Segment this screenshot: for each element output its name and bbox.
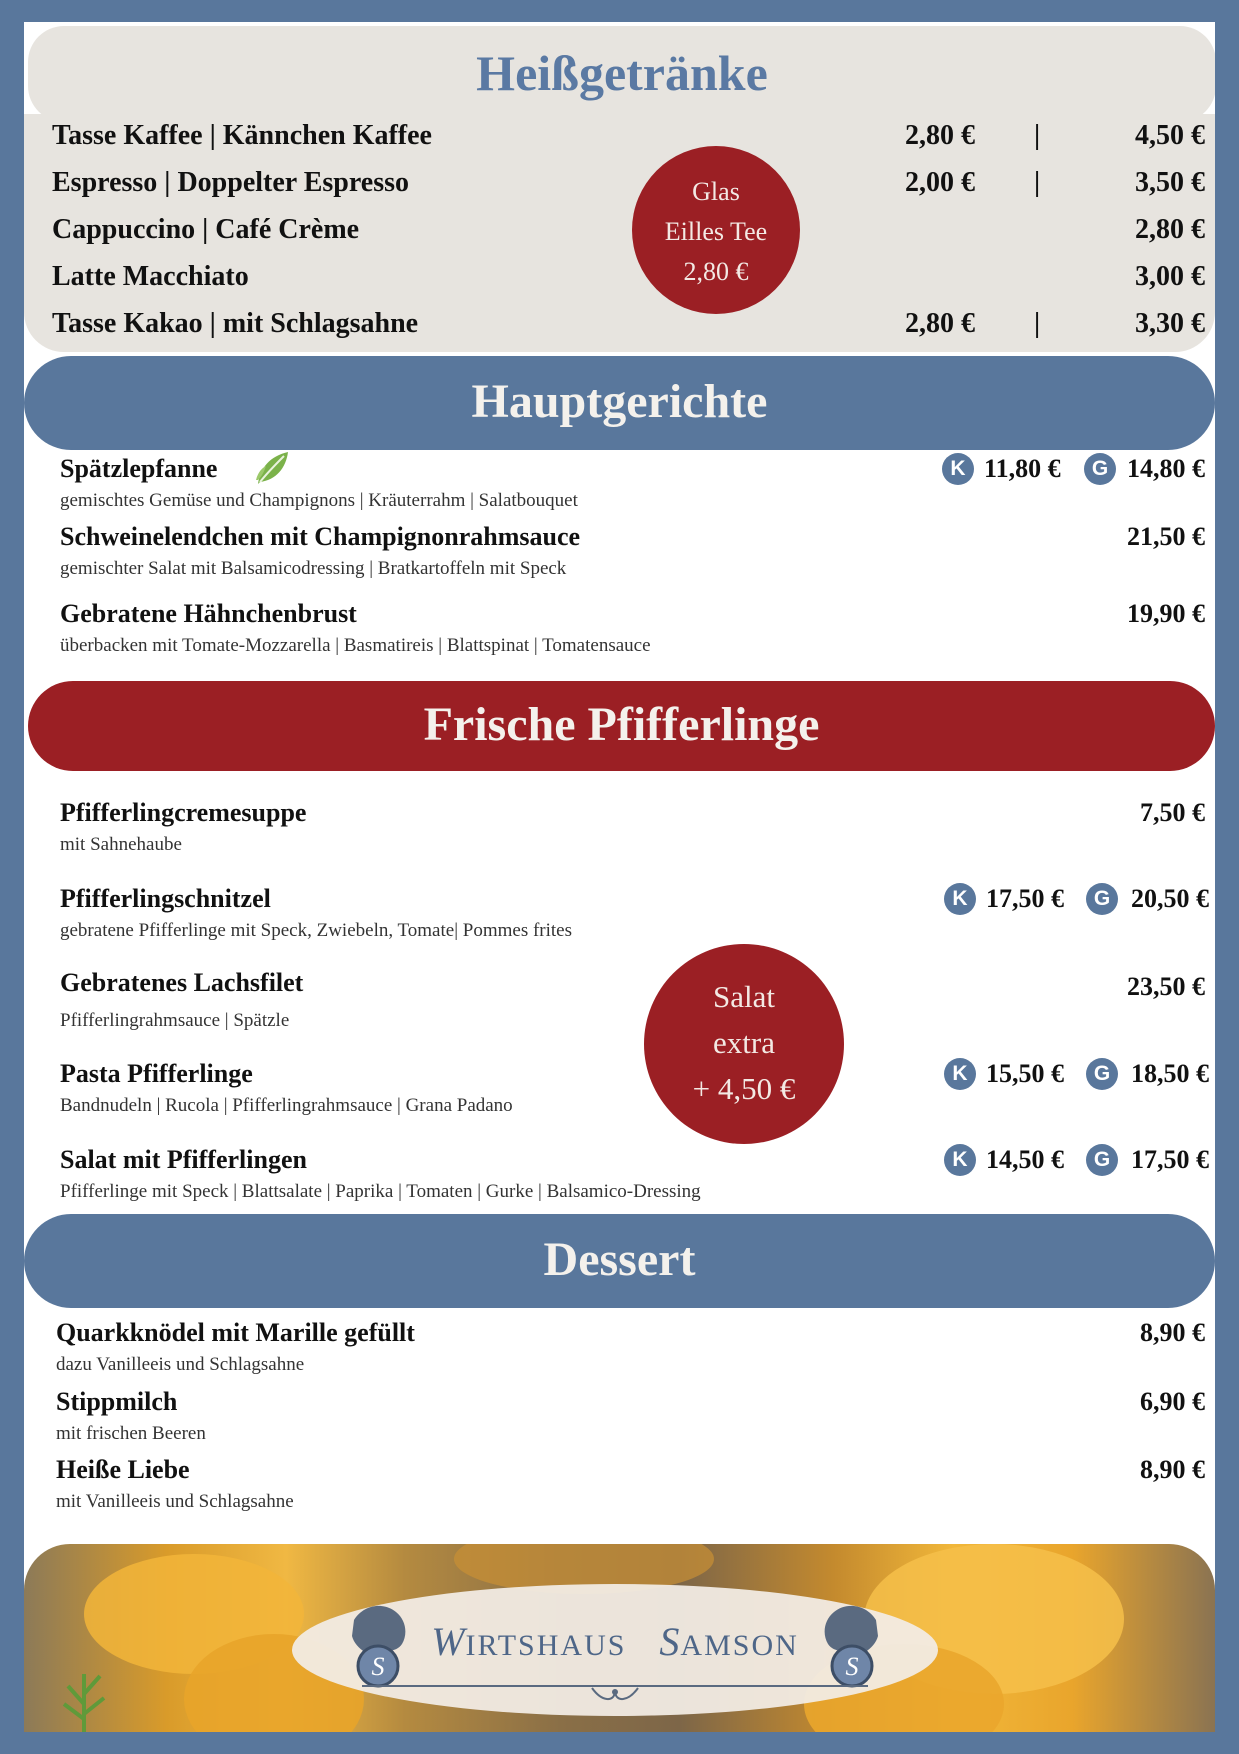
logo-word: IRTSHAUS — [465, 1629, 627, 1662]
size-g-badge: G — [1086, 1058, 1118, 1090]
item-price: 7,50 € — [1140, 798, 1205, 827]
ornament-divider-icon — [352, 1680, 878, 1704]
logo-initial: S — [659, 1619, 681, 1664]
drink-price-large: 4,50 € — [1135, 120, 1205, 151]
tea-badge-line: Eilles Tee — [664, 217, 768, 246]
main-dishes-title: Hauptgerichte — [471, 375, 768, 428]
logo-initial: W — [431, 1619, 466, 1664]
svg-text:S: S — [845, 1652, 859, 1681]
price-small: 17,50 € — [986, 884, 1064, 913]
drink-price-small: 2,00 € — [905, 167, 975, 198]
chanterelle-photo — [24, 1544, 1215, 1732]
menu-page — [24, 22, 1215, 1732]
drink-price-small: 2,80 € — [905, 120, 975, 151]
herb-sprig-icon — [54, 1664, 114, 1732]
item-name: Gebratene Hähnchenbrust — [60, 599, 357, 628]
item-name: Pasta Pfifferlinge — [60, 1059, 253, 1088]
price-separator: | — [1034, 120, 1041, 151]
price-large: 14,80 € — [1127, 454, 1205, 483]
item-price: 19,90 € — [1127, 599, 1205, 628]
salad-badge-price: + 4,50 € — [692, 1071, 796, 1106]
item-name: Stippmilch — [56, 1387, 178, 1416]
main-dishes-banner — [24, 356, 1215, 450]
price-small: 15,50 € — [986, 1059, 1064, 1088]
item-name: Gebratenes Lachsfilet — [60, 968, 304, 997]
chanterelles-banner — [28, 681, 1215, 771]
size-k-badge: K — [944, 1058, 976, 1090]
chanterelles-title: Frische Pfifferlinge — [423, 698, 820, 751]
size-g-badge: G — [1086, 1144, 1118, 1176]
leaf-icon — [254, 450, 292, 486]
drink-price-large: 3,50 € — [1135, 167, 1205, 198]
hot-drink-row — [24, 214, 1215, 254]
item-price: 21,50 € — [1127, 522, 1205, 551]
logo-plate — [292, 1584, 938, 1716]
dessert-title: Dessert — [543, 1233, 696, 1286]
size-g-badge: G — [1086, 883, 1118, 915]
size-k-badge: K — [942, 453, 974, 485]
hot-drinks-header — [28, 26, 1215, 122]
item-description: mit frischen Beeren — [56, 1423, 206, 1444]
size-g-badge: G — [1084, 453, 1116, 485]
item-description: Pfifferlingrahmsauce | Spätzle — [60, 1010, 290, 1031]
drink-name: Espresso | Doppelter Espresso — [52, 167, 409, 198]
item-name: Schweinelendchen mit Champignonrahmsauce — [60, 522, 581, 551]
item-description: dazu Vanilleeis und Schlagsahne — [56, 1354, 305, 1375]
item-price: 6,90 € — [1140, 1387, 1205, 1416]
hot-drink-row — [24, 167, 1215, 207]
item-description: gebratene Pfifferlinge mit Speck, Zwiebeln, Tomate| Pommes frites — [60, 920, 572, 941]
item-name: Salat mit Pfifferlingen — [60, 1145, 307, 1174]
drink-price-small: 2,80 € — [905, 308, 975, 339]
salad-badge-line: extra — [713, 1025, 775, 1060]
salad-badge-line: Salat — [713, 979, 775, 1014]
price-small: 14,50 € — [986, 1145, 1064, 1174]
item-description: gemischter Salat mit Balsamicodressing | Bratkartoffeln mit Speck — [60, 558, 567, 579]
item-description: mit Vanilleeis und Schlagsahne — [56, 1491, 294, 1512]
price-large: 18,50 € — [1131, 1059, 1209, 1088]
svg-text:S: S — [371, 1652, 385, 1681]
drink-name: Latte Macchiato — [52, 261, 249, 292]
drink-name: Cappuccino | Café Crème — [52, 214, 360, 245]
tea-badge — [632, 146, 800, 314]
hot-drink-row — [24, 308, 1215, 348]
hot-drink-row — [24, 261, 1215, 301]
price-large: 20,50 € — [1131, 884, 1209, 913]
dessert-banner — [24, 1214, 1215, 1308]
item-description: gemischtes Gemüse und Champignons | Kräuterrahm | Salatbouquet — [60, 490, 578, 511]
item-name: Heiße Liebe — [56, 1455, 190, 1484]
salad-extra-badge — [644, 944, 844, 1144]
item-description: mit Sahnehaube — [60, 834, 182, 855]
drink-price: 2,80 € — [1135, 214, 1205, 245]
tea-badge-line: Glas — [692, 177, 740, 206]
price-separator: | — [1034, 308, 1041, 339]
item-price: 8,90 € — [1140, 1318, 1205, 1347]
item-description: Pfifferlinge mit Speck | Blattsalate | Paprika | Tomaten | Gurke | Balsamico-Dressing — [60, 1181, 701, 1202]
hot-drinks-title: Heißgetränke — [476, 45, 768, 101]
item-name: Pfifferlingcremesuppe — [60, 798, 307, 827]
hot-drink-row — [24, 120, 1215, 160]
size-k-badge: K — [944, 1144, 976, 1176]
size-k-badge: K — [944, 883, 976, 915]
item-name: Quarkknödel mit Marille gefüllt — [56, 1318, 415, 1347]
item-name: Pfifferlingschnitzel — [60, 884, 271, 913]
price-large: 17,50 € — [1131, 1145, 1209, 1174]
drink-price-large: 3,30 € — [1135, 308, 1205, 339]
tea-badge-price: 2,80 € — [683, 257, 749, 286]
price-separator: | — [1034, 167, 1041, 198]
item-name: Spätzlepfanne — [60, 454, 218, 483]
logo-word: AMSON — [680, 1629, 799, 1662]
price-small: 11,80 € — [984, 454, 1061, 483]
item-description: Bandnudeln | Rucola | Pfifferlingrahmsauce | Grana Padano — [60, 1095, 513, 1116]
drink-name: Tasse Kaffee | Kännchen Kaffee — [52, 120, 432, 151]
drink-name: Tasse Kakao | mit Schlagsahne — [52, 308, 419, 339]
item-price: 23,50 € — [1127, 972, 1205, 1001]
item-description: überbacken mit Tomate-Mozzarella | Basmatireis | Blattspinat | Tomatensauce — [60, 635, 651, 656]
item-price: 8,90 € — [1140, 1455, 1205, 1484]
drink-price: 3,00 € — [1135, 261, 1205, 292]
